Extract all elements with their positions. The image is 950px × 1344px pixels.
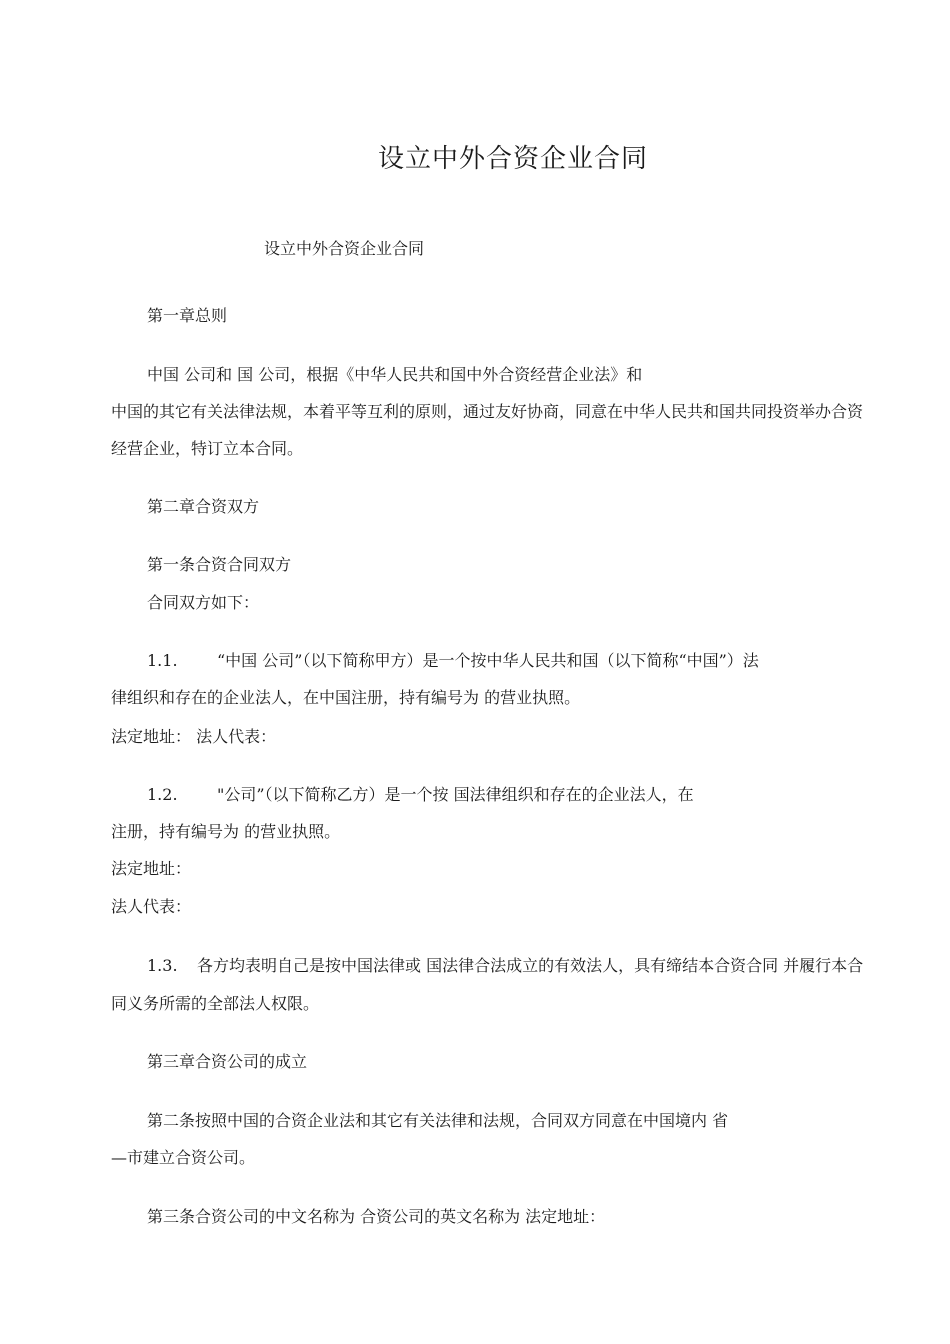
clause-text: "公司”（以下简称乙方）是一个按 国法律组织和存在的企业法人，在 [217, 785, 694, 804]
paragraph-line: 律组织和存在的企业法人，在中国注册，持有编号为 的营业执照。 [111, 688, 581, 707]
paragraph-line: 法定地址： [111, 859, 192, 878]
paragraph-line: 第二条按照中国的合资企业法和其它有关法律和法规，合同双方同意在中国境内 省 [147, 1111, 729, 1130]
paragraph-line: 同义务所需的全部法人权限。 [111, 994, 320, 1013]
paragraph-line: 第三条合资公司的中文名称为 合资公司的英文名称为 法定地址： [147, 1207, 606, 1226]
paragraph-line: 法人代表： [111, 897, 192, 916]
clause-number: 1.2. [147, 785, 178, 804]
paragraph-line: 法定地址： 法人代表： [111, 727, 277, 746]
paragraph-line: 注册，持有编号为 的营业执照。 [111, 822, 341, 841]
clause-line [147, 651, 759, 671]
clause-text: 各方均表明自己是按中国法律或 国法律合法成立的有效法人，具有缔结本合资合同 并履行本合 [197, 956, 864, 975]
paragraph-line: 经营企业，特订立本合同。 [111, 439, 304, 458]
chapter-heading: 第二章合资双方 [147, 497, 260, 516]
clause-number: 1.1. [147, 651, 178, 670]
clause-line [147, 785, 694, 805]
chapter-heading: 第三章合资公司的成立 [147, 1052, 308, 1071]
paragraph-line: —市建立合资公司。 [111, 1148, 256, 1167]
clause-text: “中国 公司”（以下简称甲方）是一个按中华人民共和国（以下简称“中国”）法 [217, 651, 759, 670]
chapter-heading: 第一章总则 [147, 306, 228, 325]
paragraph-line: 合同双方如下： [147, 593, 260, 612]
clause-number: 1.3. [147, 956, 178, 975]
paragraph-line: 中国 公司和 国 公司，根据《中华人民共和国中外合资经营企业法》和 [147, 365, 643, 384]
document-subtitle: 设立中外合资企业合同 [264, 239, 425, 258]
clause-line [147, 956, 863, 976]
paragraph-line: 中国的其它有关法律法规，本着平等互利的原则，通过友好协商，同意在中华人民共和国共同投资举办合资 [111, 402, 864, 421]
document-title: 设立中外合资企业合同 [377, 144, 648, 174]
article-heading: 第一条合资合同双方 [147, 555, 292, 574]
